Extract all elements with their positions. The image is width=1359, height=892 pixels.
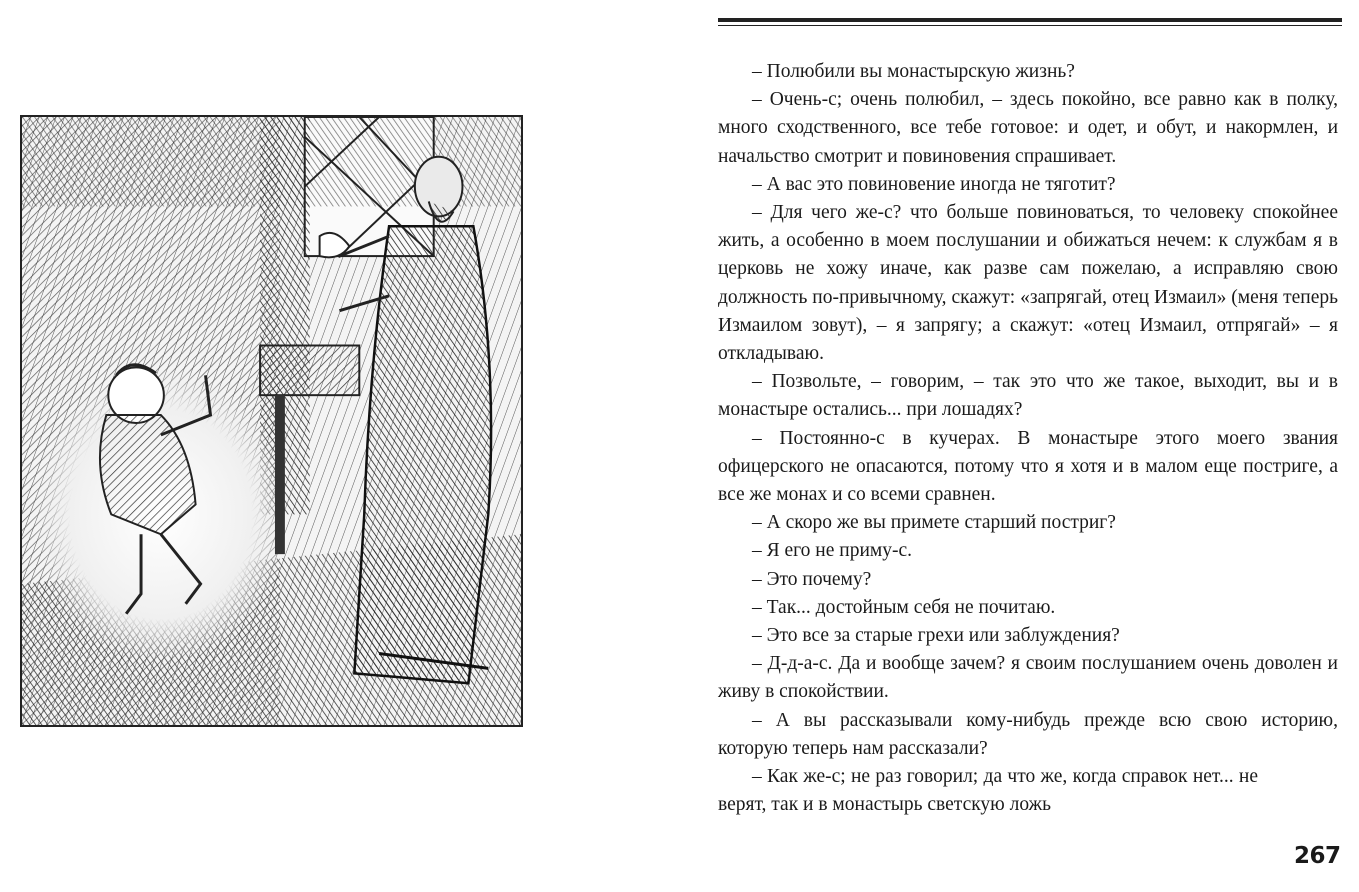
header-rule-thin (718, 25, 1342, 26)
paragraph: – Как же-с; не раз говорил; да что же, когда справок нет... не верят, так и в монастырь светскую ложь (718, 766, 1258, 816)
paragraph: – А вы рассказывали кому-нибудь прежде всю свою историю, которую теперь нам рассказали? (718, 709, 1338, 759)
paragraph: – Очень-с; очень полюбил, – здесь покойно, все равно как в полку, много сходственного, все тебе готовое: и одет, и обут, и накормлен, и начальство смотрит и повиновения спрашивает. (718, 89, 1338, 167)
page-number: 267 (1294, 843, 1341, 869)
paragraph: – Для чего же-с? что больше повиноваться, то человеку спокойнее жить, а особенно в моем послушании и обижаться нечем: к службам я в церковь не хожу иначе, как разве сам пожелаю, а исправляю свою должность по-привычному, скажут: «запрягай, отец Измаил» (меня теперь Измаилом зовут), – я запрягу; а скажут: «отец Измаил, отпрягай» – я откладываю. (718, 202, 1338, 365)
engraving-drawing (22, 117, 521, 725)
text-block (718, 58, 1338, 819)
illustration (20, 115, 523, 727)
paragraph: – Д-д-а-с. Да и вообще зачем? я своим послушанием очень доволен и живу в спокойствии. (718, 653, 1338, 703)
paragraph: – А вас это повиновение иногда не тяготит? (752, 173, 1116, 195)
header-rule-thick (718, 18, 1342, 22)
paragraph: – Я его не приму-с. (752, 540, 912, 562)
paragraph: – А скоро же вы примете старший постриг? (752, 512, 1116, 534)
paragraph: – Позвольте, – говорим, – так это что же такое, выходит, вы и в монастыре остались... при лошадях? (718, 371, 1338, 421)
paragraph: – Так... достойным себя не почитаю. (752, 596, 1056, 618)
paragraph: – Постоянно-с в кучерах. В монастыре этого моего звания офицерского не опасаются, потому что я хотя и в малом еще постриге, а все же монах и со всеми сравнен. (718, 427, 1338, 506)
paragraph: – Это почему? (752, 568, 872, 590)
paragraph: – Полюбили вы монастырскую жизнь? (752, 61, 1075, 82)
paragraph: – Это все за старые грехи или заблуждения? (752, 625, 1120, 647)
right-page (700, 0, 1359, 892)
